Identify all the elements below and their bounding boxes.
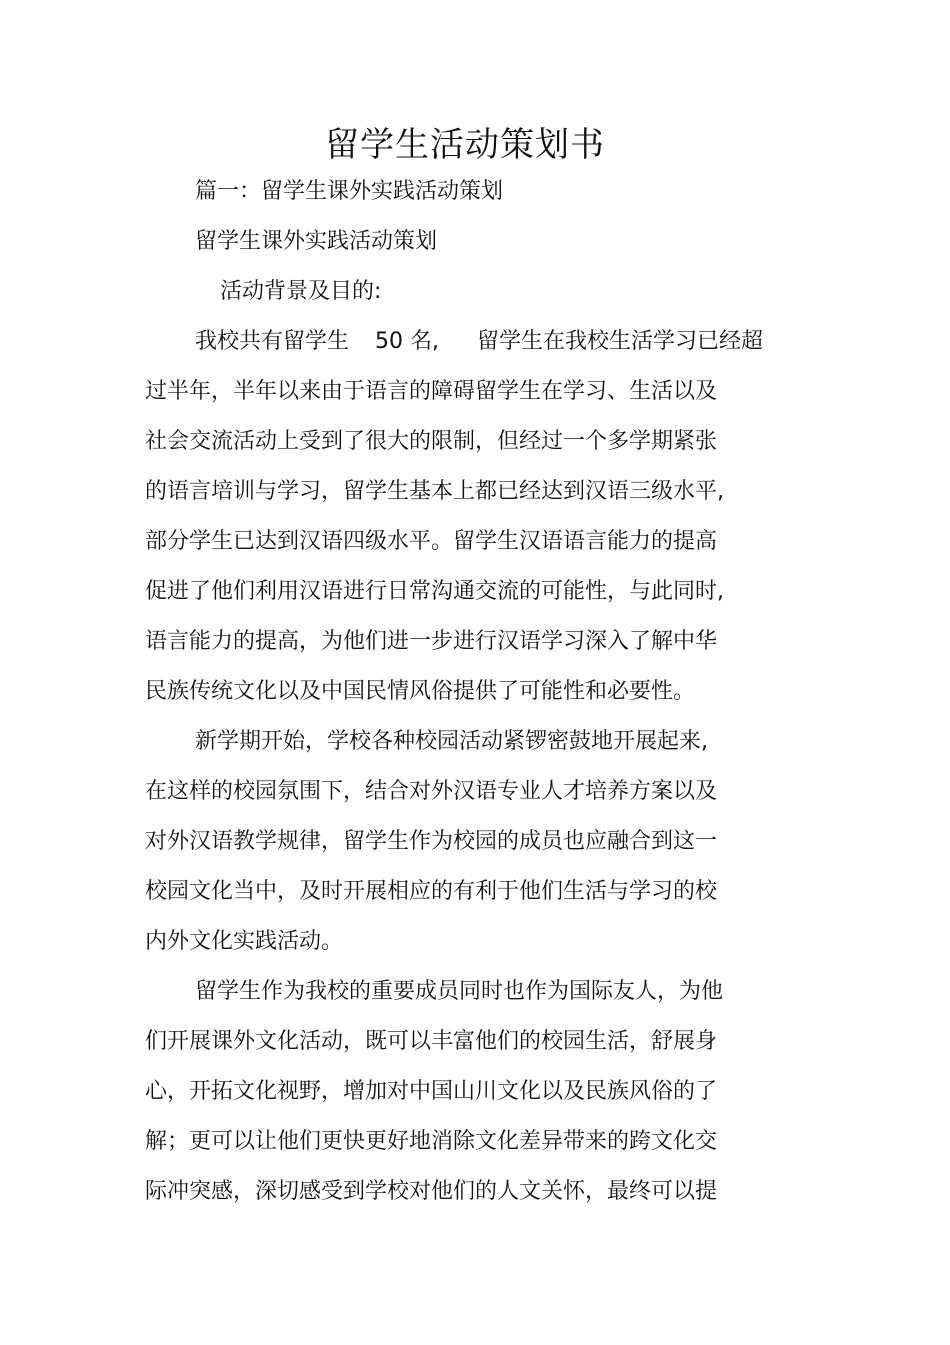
paragraph-line: 校园文化当中，及时开展相应的有利于他们生活与学习的校 [145,879,718,904]
background-heading: 活动背景及目的: [220,279,382,304]
document-title: 留学生活动策划书 [325,125,605,165]
paragraph-line: 的语言培训与学习，留学生基本上都已经达到汉语三级水平, [145,479,724,504]
paragraph-line: 们开展课外文化活动，既可以丰富他们的校园生活，舒展身 [145,1029,718,1054]
paragraph-line: 际冲突感，深切感受到学校对他们的人文关怀，最终可以提 [145,1179,718,1204]
paragraph-line: 内外文化实践活动。 [145,929,344,954]
paragraph-text: 留学生在我校生活学习已经超 [477,329,764,354]
paragraph-line: 促进了他们利用汉语进行日常沟通交流的可能性，与此同时, [145,579,724,604]
paragraph-line: 社会交流活动上受到了很大的限制，但经过一个多学期紧张 [145,429,718,454]
paragraph-line: 部分学生已达到汉语四级水平。留学生汉语语言能力的提高 [145,529,718,554]
section-heading: 篇一：留学生课外实践活动策划 [195,179,504,204]
paragraph-line: 民族传统文化以及中国民情风俗提供了可能性和必要性。 [145,679,696,704]
paragraph-line: 新学期开始，学校各种校园活动紧锣密鼓地开展起来, [195,729,708,754]
paragraph-line: 心，开拓文化视野，增加对中国山川文化以及民族风俗的了 [145,1079,718,1104]
paragraph-line [195,327,763,357]
paragraph-line: 留学生作为我校的重要成员同时也作为国际友人，为他 [195,979,724,1004]
paragraph-line: 对外汉语教学规律，留学生作为校园的成员也应融合到这一 [145,829,718,854]
paragraph-line: 过半年，半年以来由于语言的障碍留学生在学习、生活以及 [145,379,718,404]
student-count: 50 名, [375,329,439,354]
paragraph-line: 在这样的校园氛围下，结合对外汉语专业人才培养方案以及 [145,779,718,804]
paragraph-line: 语言能力的提高，为他们进一步进行汉语学习深入了解中华 [145,629,718,654]
paragraph-text: 我校共有留学生 [195,329,350,354]
paragraph-line: 解；更可以让他们更快更好地消除文化差异带来的跨文化交 [145,1129,718,1154]
section-subheading: 留学生课外实践活动策划 [195,229,438,254]
